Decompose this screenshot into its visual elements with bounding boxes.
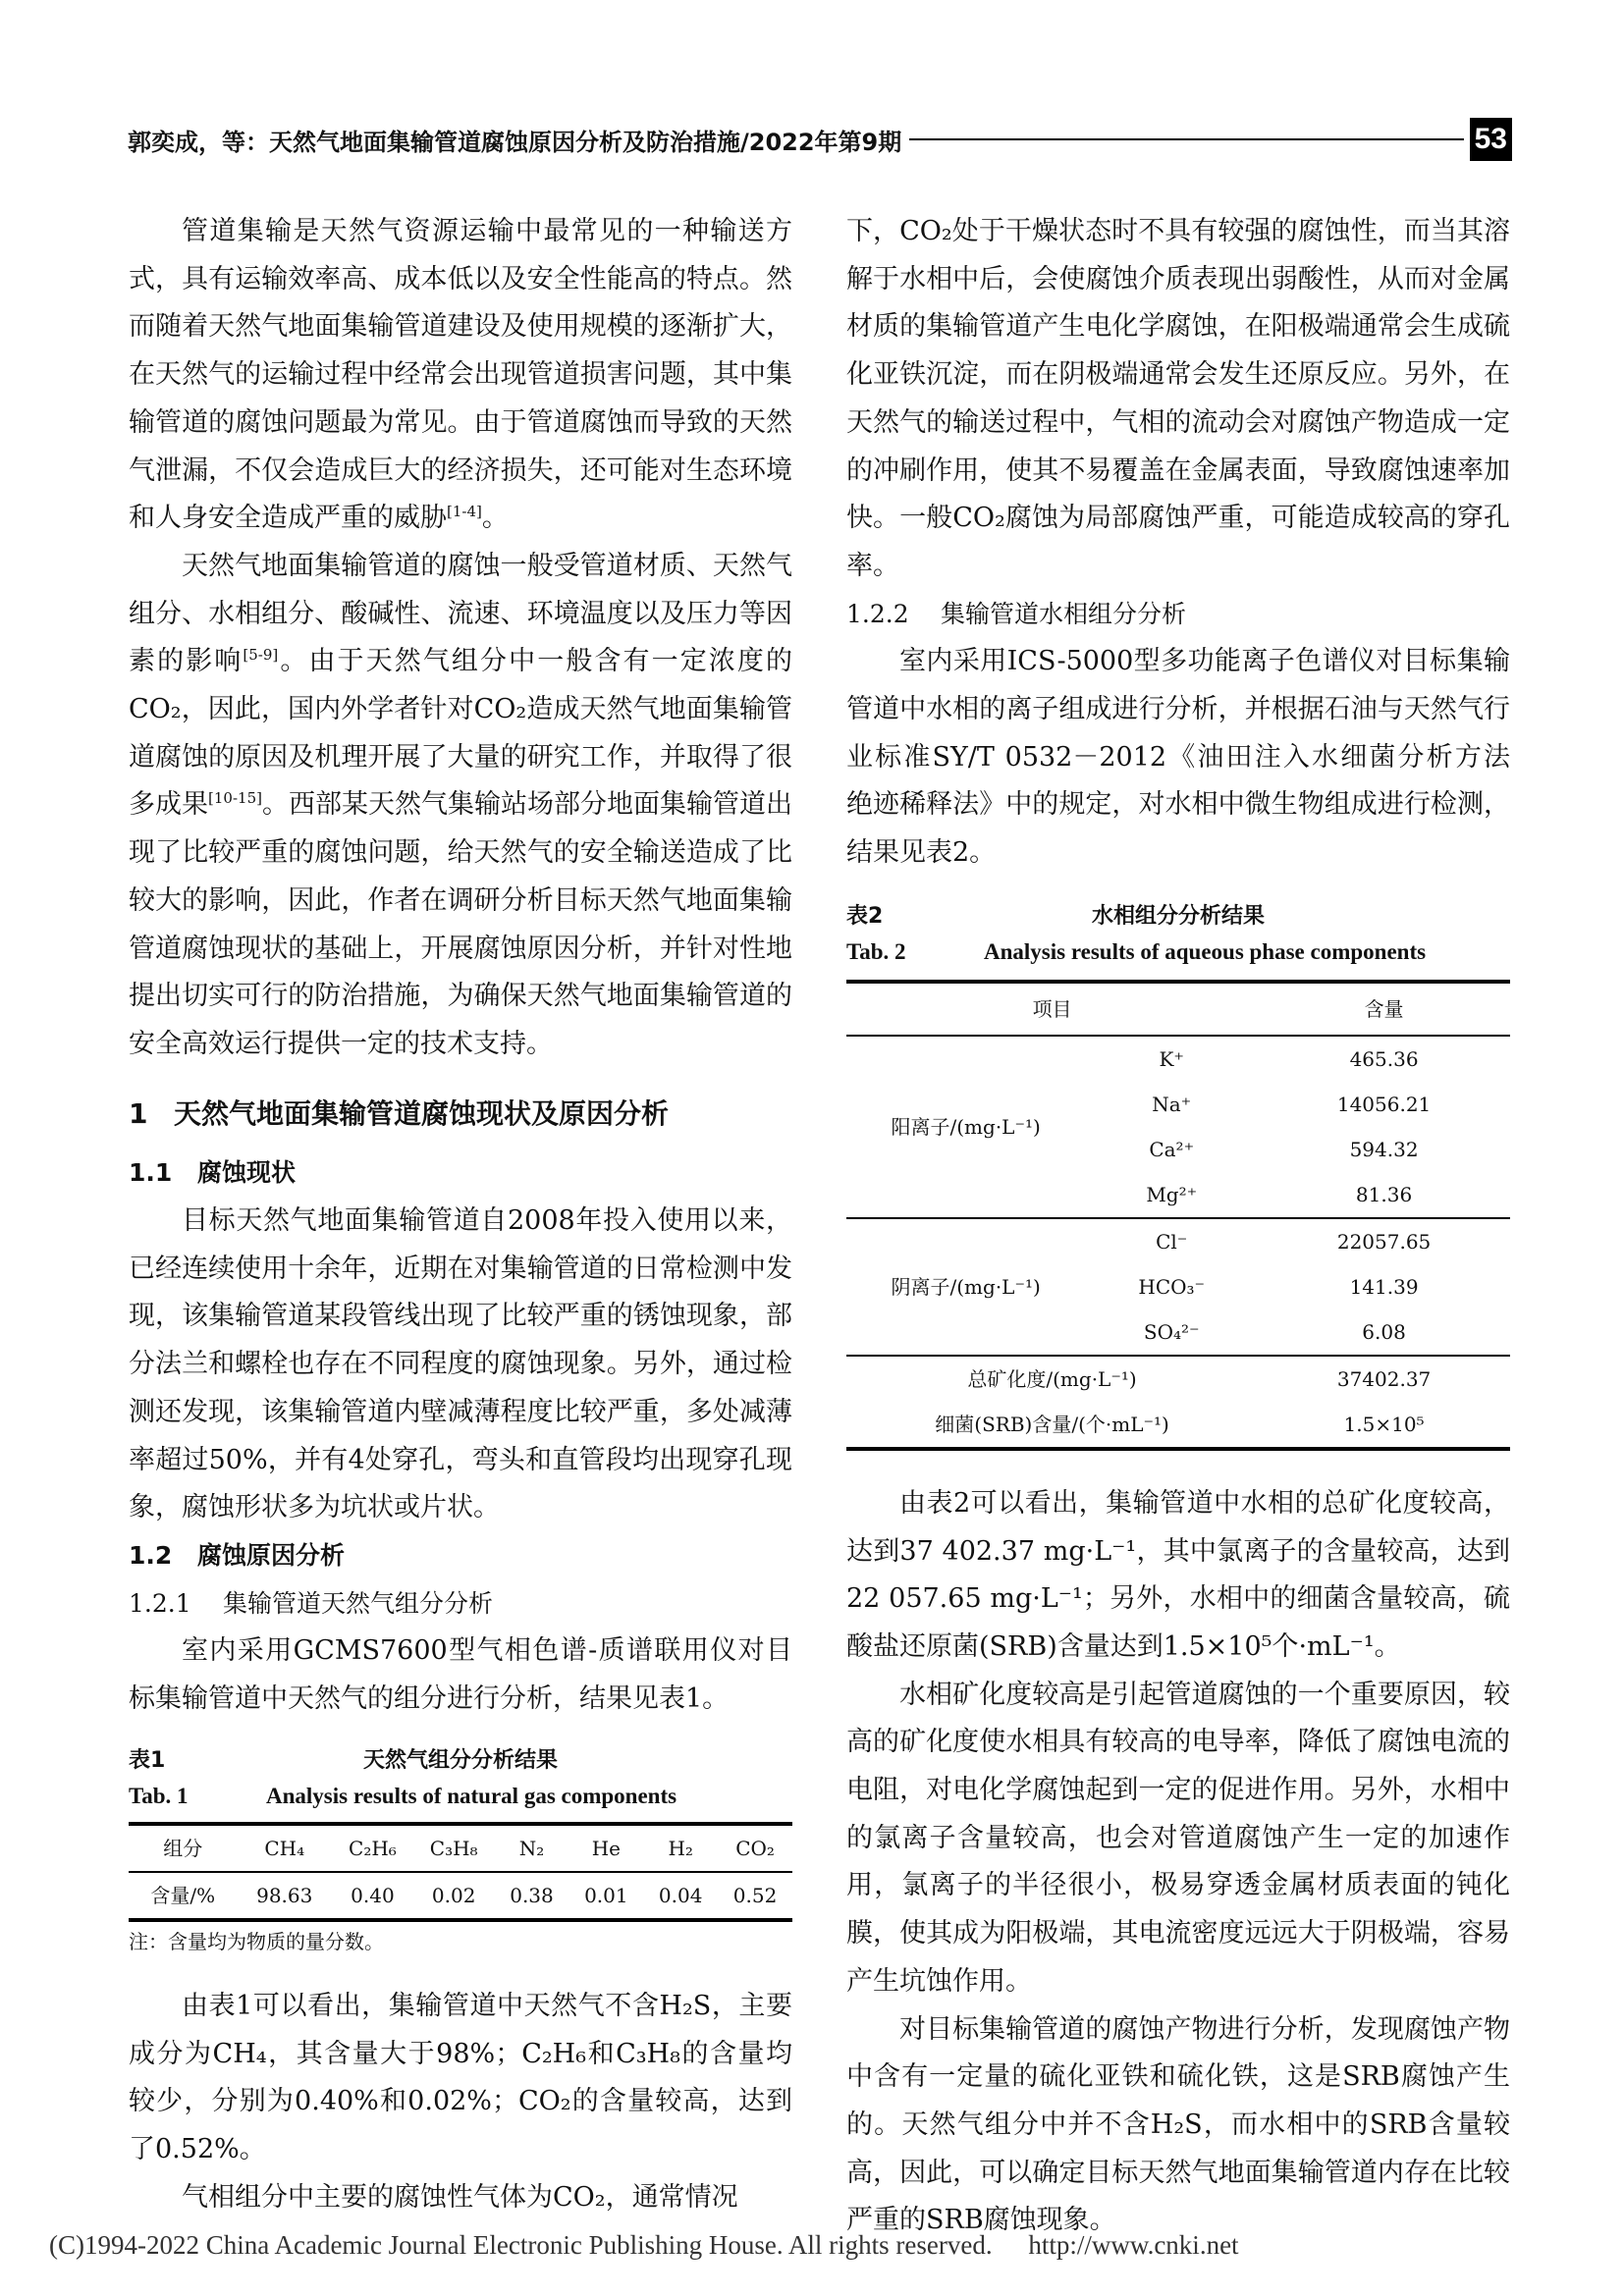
gas-components-table: [129, 1822, 792, 1922]
table-cell: 0.52: [732, 1883, 778, 1907]
text-run: 水相矿化度较高是引起管道腐蚀的一个重要原因，较高的矿化度使水相具有较高的电导率，降低了腐蚀电流的电阻，对电化学腐蚀起到一定的促进作用。另外，水相中的氯离子含量较高，也会对管道腐蚀产生一定的加速作用，氯离子的半径很小，极易穿透金属材质表面的钝化膜，使其成为阳极端，其电流密度远远大于阴极端，容易产生坑蚀作用。: [846, 1679, 1510, 1997]
copyright-notice: (C)1994-2022 China Academic Journal Electronic Publishing House. All rights reserved.: [49, 2230, 993, 2260]
text-run: 气相组分中主要的腐蚀性气体为CO₂，通常情况: [182, 2181, 738, 2213]
table-2: [846, 899, 1510, 1451]
table-header-row: [129, 1824, 792, 1872]
row-label: 总矿化度/(mg·L⁻¹): [846, 1356, 1258, 1402]
section-number: 1.2.2: [846, 599, 909, 628]
text-run: 对目标集输管道的腐蚀产物进行分析，发现腐蚀产物中含有一定量的硫化亚铁和硫化铁，这是SRB腐蚀产生的。天然气组分中并不含H₂S，而水相中的SRB含量较高，因此，可以确定目标天然气地面集输管道内存在比较严重的SRB腐蚀现象。: [846, 2013, 1510, 2236]
text-run: 室内采用GCMS7600型气相色谱-质谱联用仪对目标集输管道中天然气的组分进行分析，结果见表1。: [129, 1635, 792, 1715]
column-header: 组分: [129, 1824, 237, 1872]
value: 465.36: [1349, 1046, 1419, 1071]
ion: Mg²⁺: [1146, 1182, 1198, 1206]
paragraph: [129, 1198, 792, 1532]
aqueous-components-table: [846, 980, 1510, 1451]
paragraph: [846, 1480, 1510, 1672]
value: 14056.21: [1336, 1092, 1432, 1116]
table-cell: 0.04: [658, 1883, 703, 1907]
table-caption-en: [846, 934, 1510, 970]
section-title: 集输管道天然气组分分析: [223, 1588, 494, 1618]
column-header: C₃H₈: [413, 1824, 495, 1872]
table-label: Tab. 2: [846, 938, 906, 964]
column-header: 含量: [1258, 982, 1510, 1036]
row-group-label: 阴离子/(mg·L⁻¹): [846, 1218, 1085, 1356]
table-caption-cn: [129, 1743, 792, 1779]
table-header-row: [846, 982, 1510, 1036]
paragraph: [846, 208, 1510, 591]
table-row: [846, 1036, 1510, 1082]
section-title: 腐蚀原因分析: [197, 1540, 346, 1570]
section-title: 腐蚀现状: [197, 1158, 297, 1188]
value: 141.39: [1349, 1274, 1419, 1299]
header-rule: [909, 138, 1463, 140]
text-run: 目标天然气地面集输管道自2008年投入使用以来，已经连续使用十余年，近期在对集输管道的日常检测中发现，该集输管道某段管线出现了比较严重的锈蚀现象，部分法兰和螺栓也存在不同程度的腐蚀现象。另外，通过检测还发现，该集输管道内壁减薄程度比较严重，多处减薄率超过50%，并有4处穿孔，弯头和直管段均出现穿孔现象，腐蚀形状多为坑状或片状。: [129, 1205, 792, 1523]
text-run: 管道集输是天然气资源运输中最常见的一种输送方式，具有运输效率高、成本低以及安全性能高的特点。然而随着天然气地面集输管道建设及使用规模的逐渐扩大，在天然气的运输过程中经常会出现管道损害问题，其中集输管道的腐蚀问题最为常见。由于管道腐蚀而导致的天然气泄漏，不仅会造成巨大的经济损失，还可能对生态环境和人身安全造成严重的威胁: [129, 216, 792, 534]
paragraph: [129, 1983, 792, 2174]
section-heading: [129, 1091, 792, 1139]
ion: Cl⁻: [1085, 1218, 1258, 1264]
paragraph: [129, 543, 792, 1069]
subsubsection-heading: [129, 1580, 792, 1629]
table-cell: 0.38: [510, 1883, 554, 1907]
table-row: [129, 1872, 792, 1920]
ion: Na⁺: [1152, 1092, 1192, 1116]
column-header: C₂H₆: [332, 1824, 413, 1872]
table-1: [129, 1743, 792, 1961]
section-number: 1: [129, 1096, 148, 1130]
paragraph: [846, 2006, 1510, 2246]
table-row: [846, 1356, 1510, 1402]
table-caption-cn: [846, 899, 1510, 934]
table-label: 表1: [129, 1747, 166, 1773]
value: 81.36: [1355, 1182, 1413, 1206]
footer: [49, 2230, 1269, 2261]
text-run: 天然气地面集输管道的腐蚀一般受管道材质、天然气组分、水相组分、酸碱性、流速、环境温度以及压力等因素的影响: [129, 550, 792, 677]
ion: K⁺: [1159, 1046, 1184, 1071]
right-column: [846, 208, 1510, 2245]
text-run: 。由于天然气组分中一般含有一定浓度的CO₂，因此，国内外学者针对CO₂造成天然气地面集输管道腐蚀的原因及机理开展了大量的研究工作，并取得了很多成果: [129, 646, 793, 821]
section-number: 1.2: [129, 1540, 173, 1570]
paragraph: [129, 1628, 792, 1723]
subsection-heading: [129, 1532, 792, 1580]
footer-link[interactable]: http://www.cnki.net: [1028, 2230, 1239, 2260]
value: 594.32: [1349, 1137, 1419, 1161]
ion: HCO₃⁻: [1138, 1274, 1206, 1299]
text-run: 。西部某天然气集输站场部分地面集输管道出现了比较严重的腐蚀问题，给天然气的安全输送造成了比较大的影响，因此，作者在调研分析目标天然气地面集输管道腐蚀现状的基础上，开展腐蚀原因分析，并针对性地提出切实可行的防治措施，为确保天然气地面集输管道的安全高效运行提供一定的技术支持。: [129, 789, 793, 1059]
paragraph: [129, 208, 792, 543]
section-number: 1.2.1: [129, 1588, 191, 1618]
subsubsection-heading: [846, 591, 1510, 639]
table-title: 天然气组分分析结果: [362, 1747, 558, 1773]
row-group-label: 阳离子/(mg·L⁻¹): [891, 1114, 1041, 1139]
value: 1.5×10⁵: [1343, 1412, 1425, 1436]
column-header: CH₄: [237, 1824, 332, 1872]
running-header: [128, 120, 1512, 159]
column-header: N₂: [495, 1824, 569, 1872]
table-title: Analysis results of aqueous phase components: [984, 938, 1427, 964]
table-label: 表2: [846, 903, 884, 929]
citation-ref[interactable]: [1-4]: [447, 503, 482, 521]
left-column: [129, 208, 792, 2221]
section-title: 天然气地面集输管道腐蚀现状及原因分析: [174, 1096, 670, 1130]
row-label: 细菌(SRB)含量/(个·mL⁻¹): [935, 1412, 1169, 1436]
text-run: 下，CO₂处于干燥状态时不具有较强的腐蚀性，而当其溶解于水相中后，会使腐蚀介质表现出弱酸性，从而对金属材质的集输管道产生电化学腐蚀，在阳极端通常会生成硫化亚铁沉淀，而在阴极端通常会发生还原反应。另外，在天然气的输送过程中，气相的流动会对腐蚀产物造成一定的冲刷作用，使其不易覆盖在金属表面，导致腐蚀速率加快。一般CO₂腐蚀为局部腐蚀严重，可能造成较高的穿孔率。: [846, 216, 1510, 581]
paragraph: [846, 1672, 1510, 2006]
text-run: 由表2可以看出，集输管道中水相的总矿化度较高，达到37 402.37 mg·L⁻¹，其中氯离子的含量较高，达到22 057.65 mg·L⁻¹；另外，水相中的细菌含量较高，硫酸盐还原菌(SRB)含量达到1.5×10⁵个·mL⁻¹。: [846, 1487, 1510, 1662]
section-number: 1.1: [129, 1158, 173, 1188]
section-title: 集输管道水相组分分析: [941, 599, 1187, 628]
text-run: 由表1可以看出，集输管道中天然气不含H₂S，主要成分为CH₄，其含量大于98%；C₂H₆和C₃H₈的含量均较少，分别为0.40%和0.02%；CO₂的含量较高，达到了0.52%。: [129, 1990, 792, 2164]
ion: Ca²⁺: [1149, 1137, 1195, 1161]
running-title: 郭奕成，等：天然气地面集输管道腐蚀原因分析及防治措施/2022年第9期: [128, 128, 902, 156]
table-cell: 0.02: [431, 1883, 476, 1907]
table-note: 注：含量均为物质的量分数。: [129, 1929, 384, 1953]
table-title: Analysis results of natural gas components: [266, 1783, 677, 1808]
table-cell: 98.63: [256, 1883, 313, 1907]
column-header: CO₂: [718, 1824, 792, 1872]
table-cell: 含量/%: [150, 1883, 216, 1907]
subsection-heading: [129, 1149, 792, 1198]
table-label: Tab. 1: [129, 1783, 189, 1808]
paragraph: [846, 638, 1510, 878]
table-row: [846, 1218, 1510, 1264]
table-cell: 0.40: [351, 1883, 395, 1907]
table-title: 水相组分分析结果: [1091, 903, 1265, 929]
table-row: [846, 1402, 1510, 1449]
page-number: 53: [1470, 118, 1512, 161]
value: 37402.37: [1258, 1356, 1510, 1402]
ion: SO₄²⁻: [1143, 1319, 1200, 1344]
table-caption-en: [129, 1779, 792, 1814]
column-header: H₂: [643, 1824, 718, 1872]
value: 22057.65: [1258, 1218, 1510, 1264]
text-run: 。: [481, 503, 509, 534]
text-run: 室内采用ICS-5000型多功能离子色谱仪对目标集输管道中水相的离子组成进行分析，并根据石油与天然气行业标准SY/T 0532－2012《油田注入水细菌分析方法 绝迹稀释法》中的规定，对水相中微生物组成进行检测，结果见表2。: [846, 646, 1510, 869]
table-cell: 0.01: [584, 1883, 628, 1907]
paragraph: [129, 2174, 792, 2222]
column-header: 项目: [846, 982, 1258, 1036]
citation-ref[interactable]: [10-15]: [208, 789, 262, 808]
column-header: He: [568, 1824, 643, 1872]
value: 6.08: [1362, 1319, 1406, 1344]
citation-ref[interactable]: [5-9]: [243, 646, 279, 665]
